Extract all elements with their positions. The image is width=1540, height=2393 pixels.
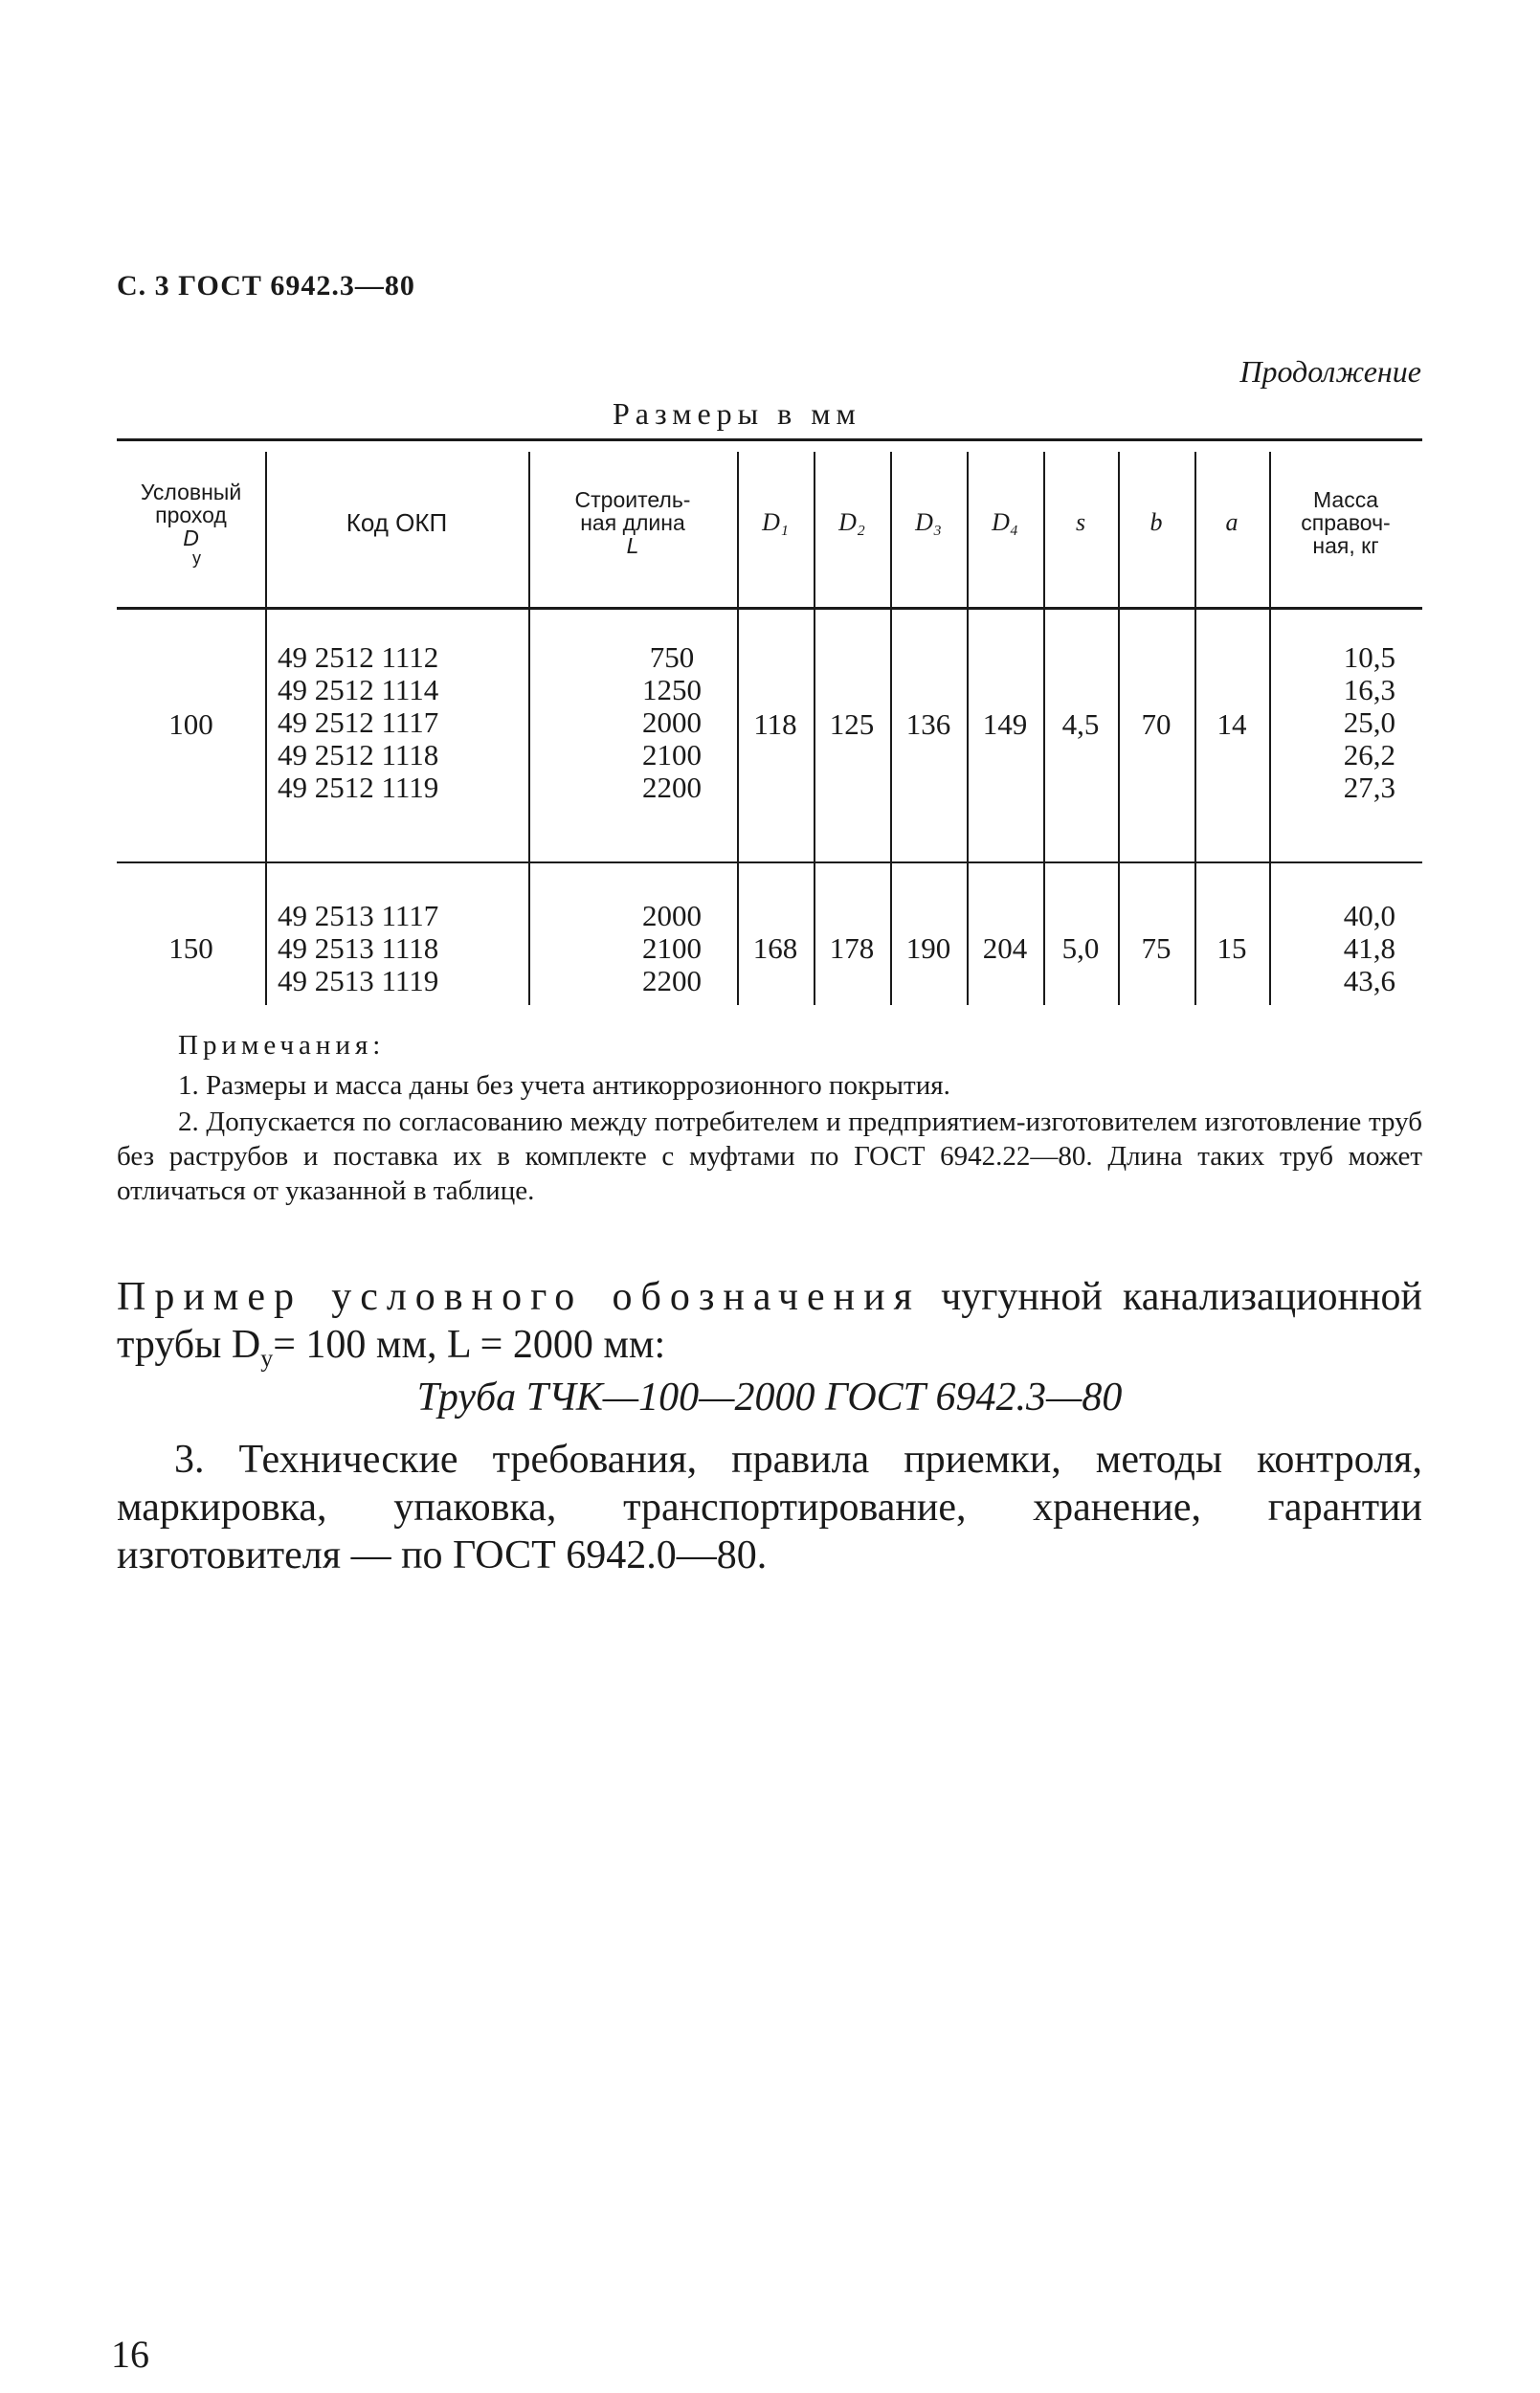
page-number: 16	[111, 2333, 149, 2376]
header-code: Код ОКП	[346, 508, 448, 537]
column-divider	[265, 452, 267, 1005]
code-value: 49 2512 1112	[278, 640, 439, 674]
header-dy-symbol: D	[183, 526, 199, 550]
header-d1: D₁	[762, 508, 789, 536]
header-length	[528, 488, 737, 557]
row-150-d4: 204	[982, 931, 1028, 965]
code-value: 49 2513 1117	[278, 899, 439, 932]
row-100-d4: 149	[982, 707, 1028, 741]
header-length-symbol: L	[626, 533, 639, 558]
length-value: 2000	[642, 705, 702, 739]
mass-value: 43,6	[1343, 964, 1395, 997]
row-100-a: 14	[1216, 707, 1247, 741]
header-d3: D₃	[915, 508, 942, 536]
example-paragraph	[117, 1273, 1422, 1382]
code-value: 49 2512 1114	[278, 673, 439, 706]
row-100-dy: 100	[168, 707, 213, 741]
row-100-s: 4,5	[1061, 707, 1100, 741]
code-value: 49 2512 1119	[278, 771, 439, 804]
row-150-d2: 178	[829, 931, 875, 965]
page-header: С. 3 ГОСТ 6942.3—80	[117, 270, 415, 302]
mass-value: 26,2	[1343, 738, 1395, 772]
header-mass-line: Масса	[1312, 487, 1378, 512]
example-designation: Труба ТЧК—100—2000 ГОСТ 6942.3—80	[416, 1375, 1123, 1420]
row-150-d1: 168	[752, 931, 798, 965]
header-d4: D₄	[992, 508, 1018, 536]
row-150-lengths	[634, 900, 710, 997]
length-value: 2200	[642, 771, 702, 804]
header-dy-line: Условный	[140, 480, 242, 504]
header-mass-line: справоч-	[1301, 510, 1391, 535]
mass-value: 25,0	[1343, 705, 1395, 739]
header-mass	[1269, 488, 1422, 557]
table-row-separator	[117, 861, 1422, 863]
header-dy-subscript: у	[192, 548, 201, 568]
row-150-masses	[1309, 900, 1395, 997]
row-100-masses	[1309, 641, 1395, 804]
row-150-a: 15	[1216, 931, 1247, 965]
row-100-d1: 118	[753, 707, 797, 741]
row-150-d3: 190	[905, 931, 951, 965]
header-a: a	[1225, 508, 1239, 536]
mass-value: 41,8	[1343, 931, 1395, 965]
header-length-line: Строитель-	[574, 487, 691, 512]
example-tail: = 100 мм, L = 2000 мм:	[273, 1323, 666, 1367]
section-3-paragraph: 3. Технические требования, правила приемки, методы контроля, маркировка, упаковка, транспортирование, хранение, гарантии изготовителя — по ГОСТ 6942.0—80.	[117, 1438, 1422, 1577]
code-value: 49 2512 1118	[278, 738, 439, 772]
continuation-label: Продолжение	[1239, 354, 1421, 389]
length-value: 2100	[642, 738, 702, 772]
row-150-s: 5,0	[1061, 931, 1100, 965]
units-caption: Размеры в мм	[613, 396, 861, 431]
header-s: s	[1075, 508, 1086, 536]
code-value: 49 2512 1117	[278, 705, 439, 739]
table-header-rule	[117, 607, 1422, 610]
example-lead: Пример условного обозначения	[117, 1275, 921, 1319]
row-100-b: 70	[1141, 707, 1172, 741]
mass-value: 40,0	[1343, 899, 1395, 932]
length-value: 2100	[642, 931, 702, 965]
length-value: 2200	[642, 964, 702, 997]
header-dy-line: проход	[155, 503, 227, 527]
mass-value: 16,3	[1343, 673, 1395, 706]
header-b: b	[1149, 508, 1163, 536]
note-item: 1. Размеры и масса даны без учета антикоррозионного покрытия.	[178, 1070, 950, 1101]
notes-title: Примечания:	[178, 1030, 386, 1061]
row-150-dy: 150	[168, 931, 213, 965]
mass-value: 10,5	[1343, 640, 1395, 674]
row-100-d2: 125	[829, 707, 875, 741]
example-subscript: у	[260, 1344, 274, 1373]
row-150-b: 75	[1141, 931, 1172, 965]
note-item: 2. Допускается по согласованию между потребителем и предприятием-изготовителем изготовление труб без раструбов и поставка их в комплекте с муфтами по ГОСТ 6942.22—80. Длина таких труб может отличаться от указанной в таблице.	[117, 1107, 1422, 1206]
length-value: 1250	[642, 673, 702, 706]
code-value: 49 2513 1118	[278, 931, 439, 965]
length-value: 2000	[642, 899, 702, 932]
code-value: 49 2513 1119	[278, 964, 439, 997]
example-text: чугунной канализационной трубы D	[117, 1275, 1422, 1367]
length-value: 750	[649, 640, 695, 674]
header-dy	[117, 481, 265, 567]
header-mass-line: ная, кг	[1312, 533, 1379, 558]
row-150-codes	[278, 900, 438, 997]
row-100-codes	[278, 641, 438, 804]
row-100-d3: 136	[905, 707, 951, 741]
dimensions-table	[117, 438, 1422, 1011]
row-100-lengths	[634, 641, 710, 804]
header-d2: D₂	[838, 508, 865, 536]
mass-value: 27,3	[1343, 771, 1395, 804]
header-length-line: ная длина	[580, 510, 685, 535]
table-top-rule	[117, 438, 1422, 441]
